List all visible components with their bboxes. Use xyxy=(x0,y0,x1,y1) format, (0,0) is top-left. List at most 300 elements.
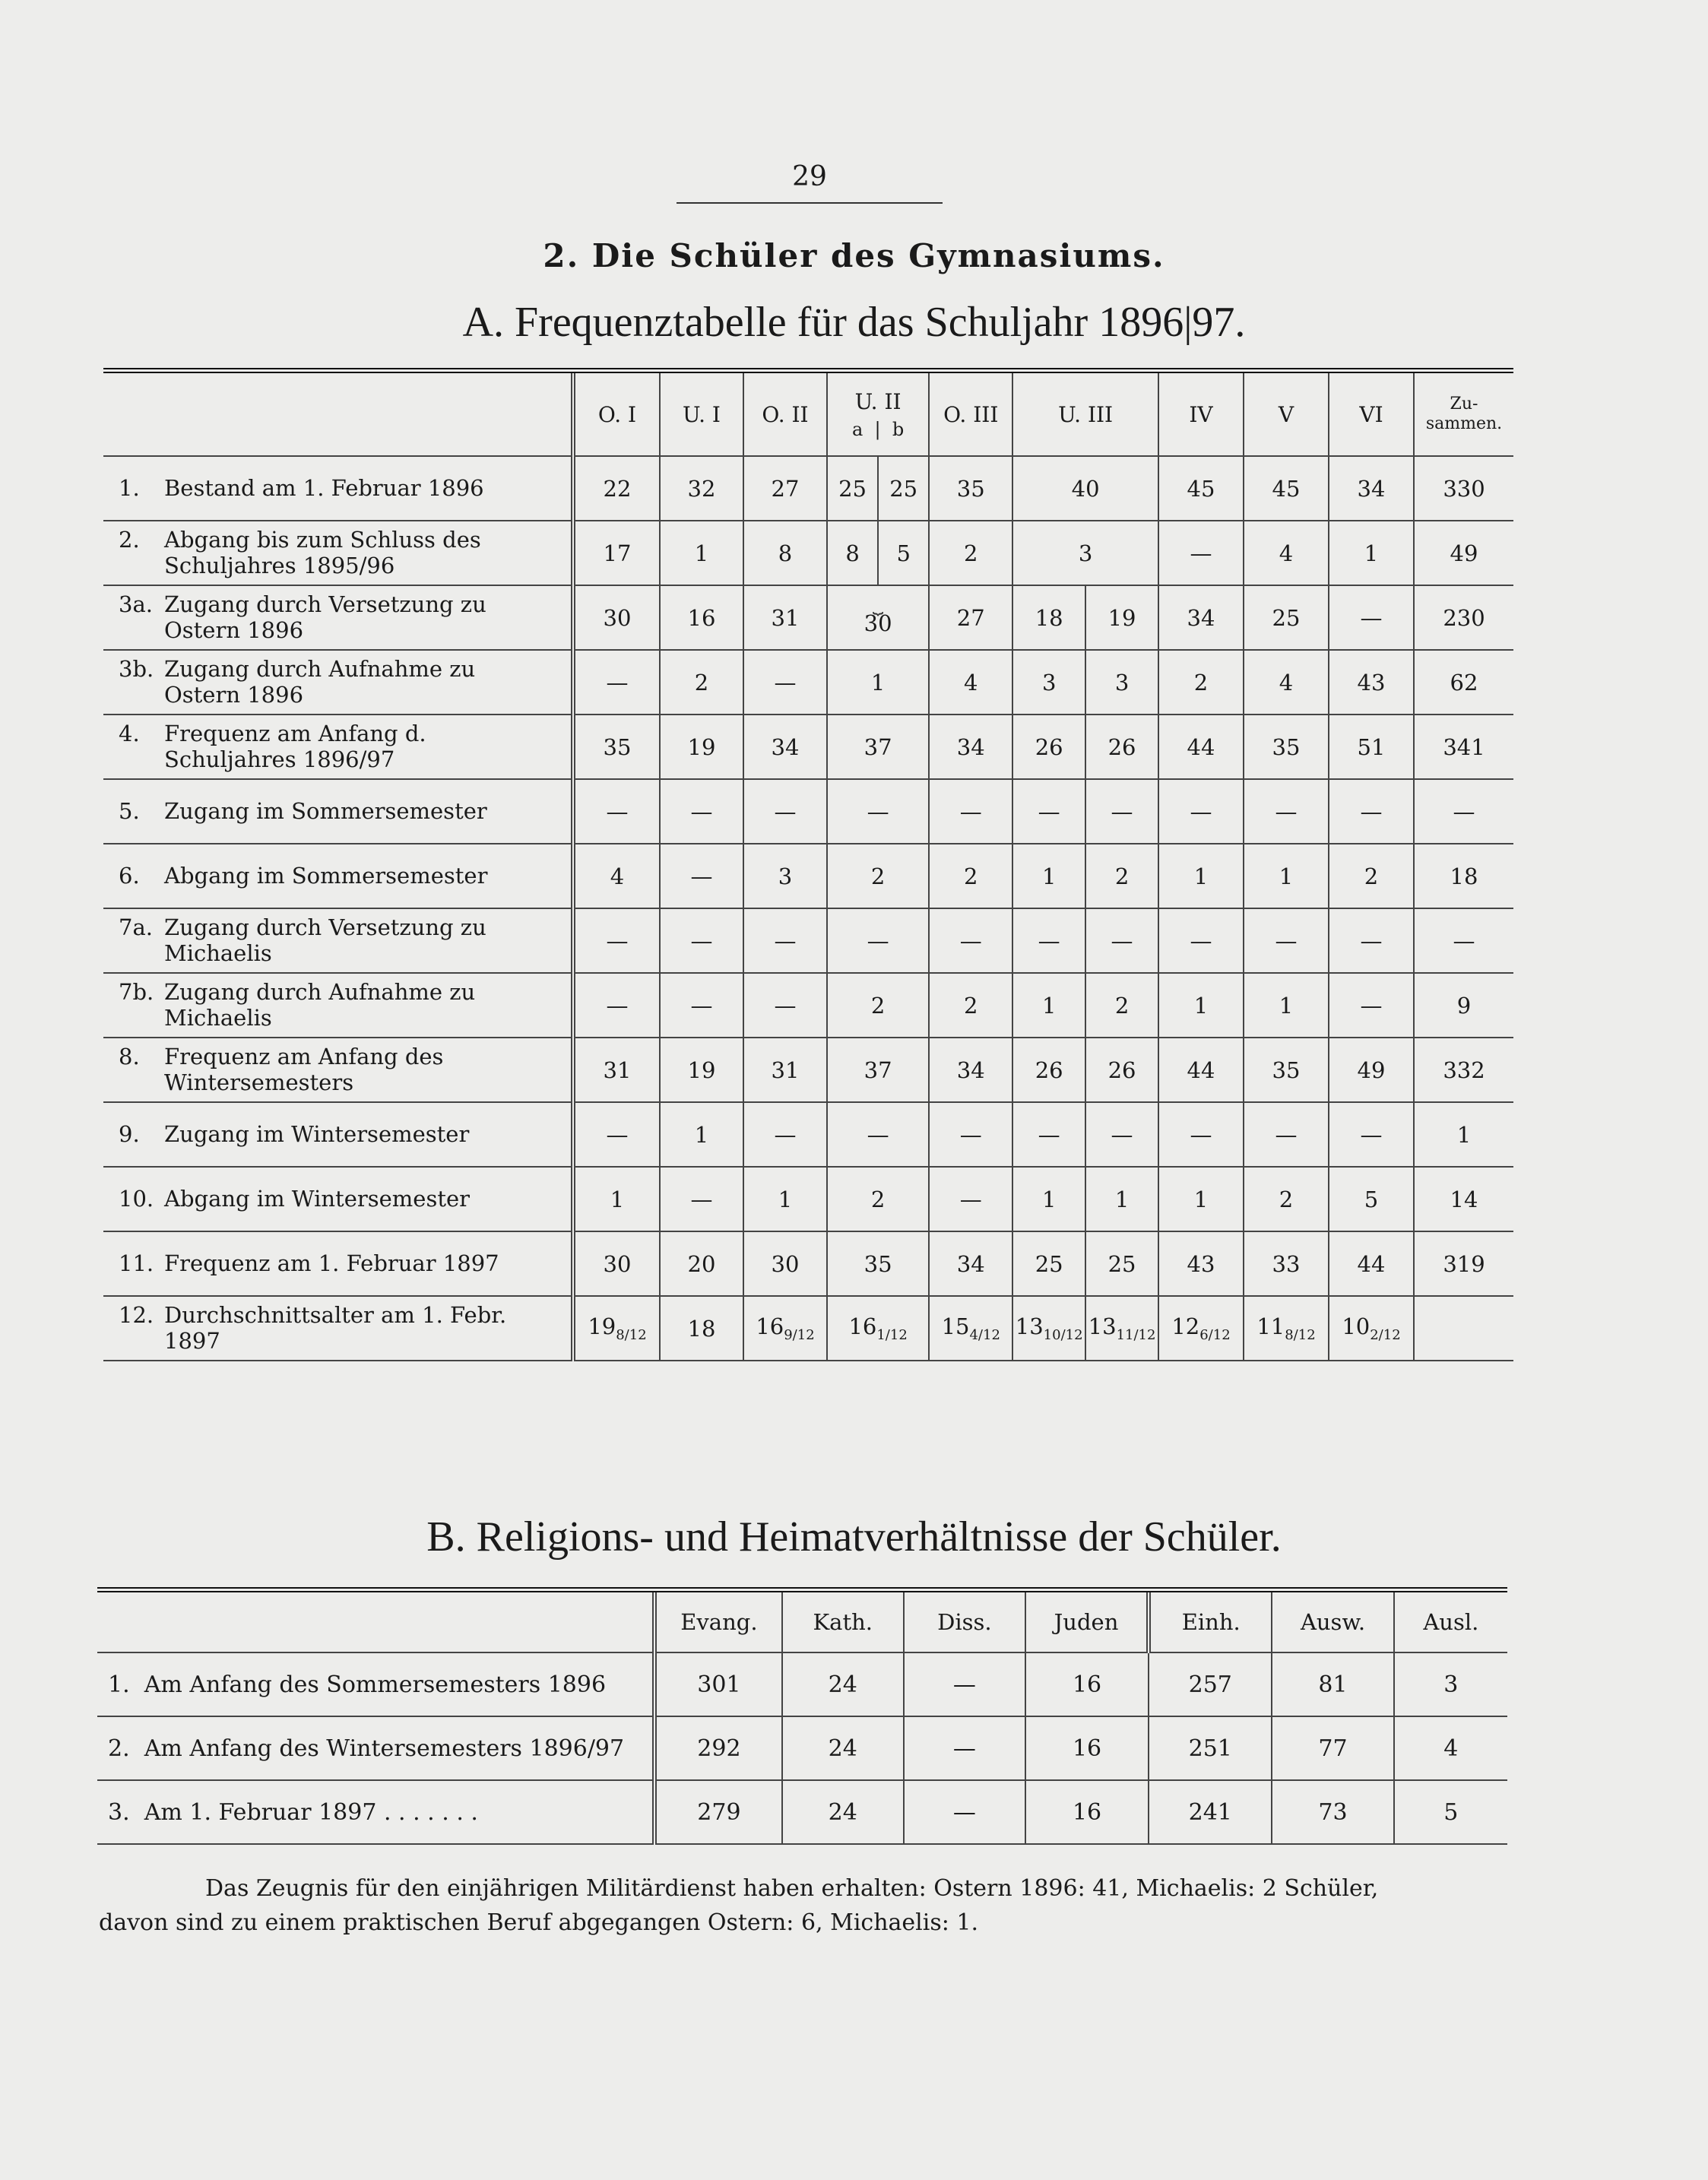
row-label xyxy=(103,456,573,521)
table-cell xyxy=(743,1102,827,1167)
cell-fraction: 6/12 xyxy=(1199,1326,1231,1343)
table-cell xyxy=(573,650,660,715)
table-cell xyxy=(1085,973,1158,1038)
cell-value: 49 xyxy=(1357,1057,1386,1083)
table-cell xyxy=(1158,715,1244,779)
cell-value: 4 xyxy=(1279,669,1294,696)
cell-value: 26 xyxy=(1035,734,1063,760)
cell-value: — xyxy=(1275,798,1298,825)
table-cell xyxy=(743,1296,827,1361)
row-label xyxy=(103,1167,573,1231)
table-cell xyxy=(827,1038,929,1102)
table-cell xyxy=(1012,973,1085,1038)
cell-fraction: 1/12 xyxy=(876,1326,908,1343)
cell-value: 44 xyxy=(1187,734,1215,760)
cell-value: — xyxy=(1111,1121,1133,1148)
cell-value: 2 xyxy=(694,669,709,696)
table-cell xyxy=(878,521,929,585)
row-label xyxy=(103,908,573,973)
table-cell xyxy=(573,844,660,908)
cell-value: 51 xyxy=(1357,734,1386,760)
cell-value: 10 xyxy=(1342,1313,1371,1340)
cell-value: — xyxy=(1111,798,1133,825)
table-row xyxy=(103,456,1513,521)
table-cell xyxy=(1244,650,1329,715)
cell-value: — xyxy=(867,927,889,954)
cell-value: 30 xyxy=(603,604,632,631)
row-label-text: Frequenz am 1. Februar 1897 xyxy=(164,1250,499,1276)
cell-value: 26 xyxy=(1108,734,1136,760)
row-label-text: Bestand am 1. Februar 1896 xyxy=(164,474,484,501)
cell-value: 35 xyxy=(603,734,632,760)
cell-value: 19 xyxy=(687,1057,716,1083)
column-header: O. III xyxy=(929,371,1012,457)
table-cell xyxy=(743,1038,827,1102)
cell-value: 1 xyxy=(1041,1186,1057,1212)
cell-fraction: 4/12 xyxy=(969,1326,1000,1343)
cell-value: 16 xyxy=(687,604,716,631)
cell-value: — xyxy=(690,863,713,889)
table-cell xyxy=(1244,521,1329,585)
cell-value: 4 xyxy=(610,863,625,889)
table-cell xyxy=(1012,1102,1085,1167)
cell-value: 49 xyxy=(1450,540,1478,566)
table-cell xyxy=(1012,1038,1085,1102)
cell-value: 1 xyxy=(610,1186,625,1212)
table-cell xyxy=(1329,585,1414,650)
table-row xyxy=(103,521,1513,585)
table-cell xyxy=(929,1231,1012,1296)
table-header-row xyxy=(97,1590,1507,1653)
cell-value: 1 xyxy=(870,669,886,696)
table-row xyxy=(97,1716,1507,1780)
cell-value: — xyxy=(1453,927,1475,954)
table-cell xyxy=(929,1167,1012,1231)
cell-value: — xyxy=(1453,798,1475,825)
column-header: Evang. xyxy=(654,1590,782,1653)
table-cell: 73 xyxy=(1272,1780,1393,1844)
cell-value: 2 xyxy=(870,863,886,889)
table-cell xyxy=(929,456,1012,521)
table-row xyxy=(103,908,1513,973)
cell-value: 44 xyxy=(1357,1250,1386,1277)
cell-value: 4 xyxy=(1279,540,1294,566)
table-cell xyxy=(660,844,743,908)
cell-value: — xyxy=(1038,927,1060,954)
row-label xyxy=(103,1231,573,1296)
cell-value: 11 xyxy=(1256,1313,1285,1340)
table-cell xyxy=(1244,844,1329,908)
cell-value: 31 xyxy=(771,1057,800,1083)
table-cell xyxy=(1244,1296,1329,1361)
table-cell xyxy=(573,1296,660,1361)
footnote-line: davon sind zu einem praktischen Beruf abgegangen Ostern: 6, Michaelis: 1. xyxy=(99,1909,979,1936)
total-cell xyxy=(1414,1231,1513,1296)
cell-value: 35 xyxy=(956,475,985,502)
table-cell xyxy=(1012,650,1085,715)
table-cell xyxy=(1329,456,1414,521)
cell-value: 35 xyxy=(864,1250,892,1277)
cell-value: 1 xyxy=(1114,1186,1130,1212)
table-cell xyxy=(573,521,660,585)
row-label xyxy=(103,650,573,715)
table-cell xyxy=(827,779,929,844)
cell-value: — xyxy=(1190,540,1212,566)
cell-value: 34 xyxy=(1187,604,1215,631)
cell-value: — xyxy=(1360,604,1383,631)
cell-value: 1 xyxy=(1279,992,1294,1019)
table-header-row xyxy=(103,371,1513,457)
cell-value: — xyxy=(1275,1121,1298,1148)
cell-value: 2 xyxy=(870,1186,886,1212)
cell-value: 2 xyxy=(1279,1186,1294,1212)
cell-value: — xyxy=(1111,927,1133,954)
total-cell xyxy=(1414,1167,1513,1231)
cell-value: 30 xyxy=(771,1250,800,1277)
row-number: 10. xyxy=(119,1185,154,1212)
row-label-text: Am 1. Februar 1897 . . . . . . . xyxy=(144,1798,478,1826)
cell-value: 1 xyxy=(1279,863,1294,889)
table-cell xyxy=(660,456,743,521)
table-cell xyxy=(1244,456,1329,521)
cell-value: 19 xyxy=(1108,604,1136,631)
cell-value: 27 xyxy=(771,475,800,502)
table-row xyxy=(103,1296,1513,1361)
table-cell xyxy=(929,585,1012,650)
table-cell xyxy=(827,521,878,585)
cell-value: 19 xyxy=(687,734,716,760)
table-cell xyxy=(1329,973,1414,1038)
column-header: U. I xyxy=(660,371,743,457)
table-cell xyxy=(1012,585,1085,650)
row-number: 2. xyxy=(108,1735,130,1762)
cell-fraction: 2/12 xyxy=(1370,1326,1401,1343)
total-cell xyxy=(1414,456,1513,521)
table-cell xyxy=(1329,650,1414,715)
table-cell xyxy=(1244,1167,1329,1231)
table-cell xyxy=(1085,908,1158,973)
cell-value: 19 xyxy=(588,1313,616,1340)
total-cell xyxy=(1414,908,1513,973)
row-label xyxy=(103,1038,573,1102)
table-cell xyxy=(827,650,929,715)
row-label-text: Abgang im Sommersemester xyxy=(164,862,488,889)
row-number: 11. xyxy=(119,1250,154,1276)
table-cell xyxy=(1244,779,1329,844)
table-cell: 292 xyxy=(654,1716,782,1780)
table-cell xyxy=(743,779,827,844)
cell-value: 14 xyxy=(1450,1186,1478,1212)
row-label xyxy=(103,973,573,1038)
table-cell xyxy=(573,585,660,650)
cell-value: 341 xyxy=(1443,734,1485,760)
cell-value: 2 xyxy=(964,863,978,889)
cell-value: — xyxy=(606,992,629,1019)
cell-value: — xyxy=(606,669,629,696)
table-cell: 251 xyxy=(1149,1716,1272,1780)
brace-mark: ⏟ xyxy=(872,594,884,616)
row-label-text: Zugang im Wintersemester xyxy=(164,1120,470,1147)
cell-value: 3 xyxy=(1078,540,1093,566)
table-cell xyxy=(660,585,743,650)
table-cell: 77 xyxy=(1272,1716,1393,1780)
cell-value: 26 xyxy=(1108,1057,1136,1083)
table-cell xyxy=(1158,1038,1244,1102)
cell-value: 34 xyxy=(956,1057,985,1083)
row-number: 3. xyxy=(108,1798,130,1826)
cell-value: — xyxy=(774,798,797,825)
table-cell xyxy=(1012,779,1085,844)
cell-value: — xyxy=(1360,798,1383,825)
table-cell xyxy=(1085,844,1158,908)
cell-value: 34 xyxy=(1357,475,1386,502)
cell-value: — xyxy=(1038,1121,1060,1148)
table-cell xyxy=(929,844,1012,908)
cell-fraction: 8/12 xyxy=(616,1326,647,1343)
row-label-text: Abgang im Wintersemester xyxy=(164,1185,471,1212)
table-cell xyxy=(929,1296,1012,1361)
table-cell xyxy=(660,1296,743,1361)
table-cell: 24 xyxy=(782,1652,904,1716)
table-cell xyxy=(743,715,827,779)
table-cell xyxy=(827,908,929,973)
table-cell: 16 xyxy=(1025,1780,1149,1844)
table-cell xyxy=(929,1038,1012,1102)
total-cell xyxy=(1414,779,1513,844)
table-cell xyxy=(1158,1296,1244,1361)
table-cell xyxy=(929,650,1012,715)
section-title: 2. Die Schüler des Gymnasiums. xyxy=(543,237,1165,274)
cell-value: 1 xyxy=(1193,863,1209,889)
table-cell xyxy=(660,1231,743,1296)
row-label xyxy=(103,1102,573,1167)
cell-value: — xyxy=(690,1186,713,1212)
row-label-text: Zugang durch Aufnahme zu Ostern 1896 xyxy=(164,656,476,708)
table-cell xyxy=(827,1296,929,1361)
table-cell xyxy=(1085,1231,1158,1296)
cell-value: 45 xyxy=(1272,475,1301,502)
table-cell xyxy=(1085,779,1158,844)
table-row xyxy=(97,1652,1507,1716)
cell-value: 9 xyxy=(1456,992,1472,1019)
cell-value: 26 xyxy=(1035,1057,1063,1083)
cell-value: 230 xyxy=(1443,604,1485,631)
cell-value: — xyxy=(959,798,982,825)
table-cell xyxy=(743,521,827,585)
table-cell: 24 xyxy=(782,1780,904,1844)
cell-value: 17 xyxy=(603,540,632,566)
cell-value: 330 xyxy=(1443,475,1485,502)
table-row xyxy=(103,715,1513,779)
cell-value: 43 xyxy=(1187,1250,1215,1277)
cell-value: — xyxy=(1360,1121,1383,1148)
table-cell xyxy=(929,973,1012,1038)
row-label xyxy=(103,521,573,585)
table-cell xyxy=(743,1231,827,1296)
column-header: Kath. xyxy=(782,1590,904,1653)
table-cell xyxy=(573,456,660,521)
cell-value: 44 xyxy=(1187,1057,1215,1083)
column-header: O. II xyxy=(743,371,827,457)
cell-value: 25 xyxy=(889,475,918,502)
row-number: 9. xyxy=(119,1120,140,1147)
table-cell xyxy=(1158,844,1244,908)
table-cell xyxy=(1012,1231,1085,1296)
table-cell xyxy=(660,1038,743,1102)
table-cell xyxy=(929,908,1012,973)
table-cell: 279 xyxy=(654,1780,782,1844)
table-cell xyxy=(660,1167,743,1231)
table-row xyxy=(103,1167,1513,1231)
table-cell xyxy=(1158,779,1244,844)
table-cell xyxy=(743,650,827,715)
cell-value: — xyxy=(1190,798,1212,825)
cell-value: 12 xyxy=(1171,1313,1200,1340)
table-cell xyxy=(1012,844,1085,908)
cell-value: 43 xyxy=(1357,669,1386,696)
row-label-text: Zugang durch Aufnahme zu Michaelis xyxy=(164,979,476,1031)
cell-value: — xyxy=(959,927,982,954)
table-cell xyxy=(827,1167,929,1231)
table-cell xyxy=(743,456,827,521)
row-label xyxy=(97,1652,654,1716)
table-row xyxy=(103,779,1513,844)
table-cell xyxy=(827,1231,929,1296)
row-number: 6. xyxy=(119,862,140,889)
row-label xyxy=(103,585,573,650)
cell-value: 4 xyxy=(964,669,978,696)
table-cell: 81 xyxy=(1272,1652,1393,1716)
cell-value: — xyxy=(1190,1121,1212,1148)
total-cell xyxy=(1414,521,1513,585)
total-cell xyxy=(1414,973,1513,1038)
table-cell xyxy=(827,715,929,779)
cell-value: 2 xyxy=(964,992,978,1019)
table-cell xyxy=(1012,908,1085,973)
cell-value: 35 xyxy=(1272,734,1301,760)
row-number: 4. xyxy=(119,721,140,747)
cell-value: 1 xyxy=(1193,1186,1209,1212)
header-label-cell xyxy=(97,1590,654,1653)
row-label-text: Durchschnittsalter am 1. Febr. 1897 xyxy=(164,1302,507,1354)
cell-value: — xyxy=(959,1121,982,1148)
table-cell xyxy=(660,521,743,585)
cell-value: 34 xyxy=(956,734,985,760)
table-cell xyxy=(1085,1296,1158,1361)
table-cell xyxy=(929,1102,1012,1167)
table-cell xyxy=(827,1102,929,1167)
cell-value: 3 xyxy=(1114,669,1130,696)
cell-value: 31 xyxy=(603,1057,632,1083)
cell-value: 25 xyxy=(1108,1250,1136,1277)
column-header: Einh. xyxy=(1149,1590,1272,1653)
row-label-text: Frequenz am Anfang d. Schuljahres 1896/97 xyxy=(164,721,426,772)
cell-value: — xyxy=(690,798,713,825)
table-cell xyxy=(1329,1102,1414,1167)
cell-value: 1 xyxy=(694,540,709,566)
cell-value: 37 xyxy=(864,734,892,760)
table-cell xyxy=(660,973,743,1038)
table-cell xyxy=(743,844,827,908)
row-label xyxy=(103,1296,573,1361)
cell-value: — xyxy=(774,1121,797,1148)
table-cell xyxy=(1012,1167,1085,1231)
column-header xyxy=(827,371,929,457)
table-cell xyxy=(573,1167,660,1231)
cell-value: 2 xyxy=(870,992,886,1019)
row-label xyxy=(103,844,573,908)
frequency-table xyxy=(103,368,1513,1361)
table-cell xyxy=(1085,1167,1158,1231)
table-cell xyxy=(929,715,1012,779)
row-label-text: Am Anfang des Sommersemesters 1896 xyxy=(144,1671,607,1698)
religion-table xyxy=(97,1587,1507,1845)
table-cell xyxy=(1158,973,1244,1038)
cell-value: — xyxy=(774,669,797,696)
cell-value: 27 xyxy=(956,604,985,631)
table-cell xyxy=(1085,650,1158,715)
table-cell xyxy=(1329,779,1414,844)
table-cell xyxy=(1329,1167,1414,1231)
cell-fraction: 8/12 xyxy=(1285,1326,1316,1343)
table-row xyxy=(103,1102,1513,1167)
table-cell xyxy=(573,715,660,779)
cell-value: — xyxy=(774,992,797,1019)
row-label xyxy=(97,1780,654,1844)
column-header-total: Zu-sammen. xyxy=(1414,371,1513,457)
cell-value: 32 xyxy=(687,475,716,502)
cell-value: 40 xyxy=(1071,475,1100,502)
table-cell: 16 xyxy=(1025,1716,1149,1780)
row-number: 1. xyxy=(108,1671,130,1698)
column-header: IV xyxy=(1158,371,1244,457)
table-cell xyxy=(1244,1231,1329,1296)
table-cell: 3 xyxy=(1394,1652,1507,1716)
table-cell xyxy=(573,779,660,844)
table-cell xyxy=(1329,1231,1414,1296)
cell-value: — xyxy=(690,992,713,1019)
cell-value: 1 xyxy=(1041,992,1057,1019)
table-cell xyxy=(1158,456,1244,521)
cell-value: 319 xyxy=(1443,1250,1485,1277)
table-cell xyxy=(1085,1038,1158,1102)
cell-fraction: 10/12 xyxy=(1043,1326,1083,1343)
total-cell xyxy=(1414,715,1513,779)
cell-value: 35 xyxy=(1272,1057,1301,1083)
table-cell xyxy=(1012,715,1085,779)
table-cell: — xyxy=(904,1780,1025,1844)
cell-value: — xyxy=(690,927,713,954)
cell-value: — xyxy=(867,1121,889,1148)
table-cell xyxy=(573,908,660,973)
cell-value: 25 xyxy=(1035,1250,1063,1277)
cell-value: 2 xyxy=(1114,863,1130,889)
column-header: Ausw. xyxy=(1272,1590,1393,1653)
cell-value: 16 xyxy=(756,1313,784,1340)
row-label xyxy=(97,1716,654,1780)
cell-value: 3 xyxy=(778,863,793,889)
table-cell xyxy=(1012,521,1158,585)
row-number: 3b. xyxy=(119,656,154,683)
table-cell xyxy=(1329,844,1414,908)
cell-value: — xyxy=(606,1121,629,1148)
cell-value: 25 xyxy=(1272,604,1301,631)
table-cell: 5 xyxy=(1394,1780,1507,1844)
table-row xyxy=(103,844,1513,908)
table-cell: — xyxy=(904,1652,1025,1716)
table-cell: 257 xyxy=(1149,1652,1272,1716)
table-cell xyxy=(827,844,929,908)
